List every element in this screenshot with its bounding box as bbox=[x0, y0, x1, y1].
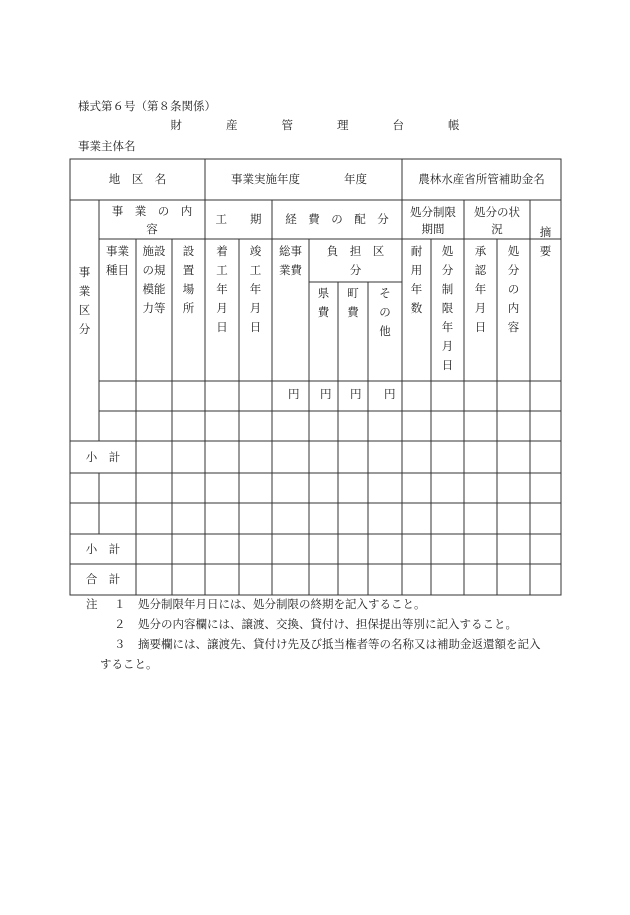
note-text: 処分の内容欄には、譲渡、交換、貸付け、担保提出等別に記入すること。 bbox=[138, 617, 518, 631]
subsidy-name-header: 農林水産省所管補助金名 bbox=[418, 172, 545, 186]
project-type-header bbox=[99, 246, 136, 284]
header-text: 制 bbox=[441, 282, 454, 296]
header-text: 月 bbox=[216, 301, 228, 315]
subtotal-label: 小 計 bbox=[85, 450, 121, 464]
disposal-limit-header: 処分制限 bbox=[410, 205, 456, 219]
header-text: 月 bbox=[474, 301, 487, 315]
header-text: 限 bbox=[441, 301, 454, 315]
burden-header-2: 分 bbox=[349, 263, 362, 277]
disposal-status-header-2: 況 bbox=[491, 222, 503, 236]
header-text: 容 bbox=[507, 320, 520, 334]
disposal-content-header bbox=[497, 246, 530, 341]
header-text: 施設 bbox=[142, 244, 166, 258]
burden-header: 負 担 区 bbox=[326, 244, 385, 258]
header-text: 置 bbox=[182, 263, 195, 277]
note-number: ２ bbox=[114, 617, 126, 631]
header-text: 分 bbox=[441, 263, 454, 277]
period-header: 工 期 bbox=[215, 212, 262, 226]
approval-date-header bbox=[464, 246, 497, 341]
remarks-char: 摘 bbox=[539, 225, 552, 239]
yen-mark: 円 bbox=[384, 387, 396, 401]
service-years-header bbox=[402, 246, 431, 322]
start-date-header bbox=[205, 246, 239, 341]
header-text: 年 bbox=[249, 282, 262, 296]
header-text: 模能 bbox=[142, 282, 166, 296]
header-text: 力等 bbox=[142, 301, 166, 315]
header-text: 工 bbox=[249, 263, 262, 277]
yen-mark: 円 bbox=[288, 387, 300, 401]
yen-mark: 円 bbox=[350, 387, 362, 401]
remarks-char: 要 bbox=[539, 244, 552, 258]
header-text: 種目 bbox=[106, 263, 129, 277]
title-char: 産 bbox=[226, 118, 238, 132]
header-text: 県 bbox=[317, 286, 330, 300]
header-text: 年 bbox=[410, 282, 423, 296]
project-category-char: 区 bbox=[78, 303, 91, 317]
header-text: の bbox=[507, 282, 520, 296]
header-text: 日 bbox=[474, 320, 487, 334]
town-header bbox=[338, 288, 368, 326]
note-number: １ bbox=[114, 597, 126, 611]
title-char: 理 bbox=[337, 118, 349, 132]
header-text: 処 bbox=[441, 244, 454, 258]
header-text: 承 bbox=[474, 244, 487, 258]
fiscal-year-header: 事業実施年度 bbox=[231, 172, 300, 186]
project-category-char: 分 bbox=[78, 322, 91, 336]
project-category-header bbox=[70, 267, 99, 343]
header-text: の bbox=[379, 305, 391, 319]
form-label: 様式第６号（第８条関係） bbox=[78, 99, 216, 113]
title-char: 台 bbox=[392, 118, 404, 132]
header-text: 日 bbox=[216, 320, 228, 334]
project-content-header: 事 業 の 内 bbox=[111, 204, 193, 218]
header-text: 日 bbox=[441, 358, 454, 372]
header-text: 年 bbox=[441, 320, 454, 334]
disposal-status-header: 処分の状 bbox=[474, 205, 520, 219]
remarks-header bbox=[530, 227, 561, 265]
note-number: ３ bbox=[114, 637, 126, 651]
header-text: 数 bbox=[410, 301, 423, 315]
header-text: 町 bbox=[347, 286, 359, 300]
header-text: 年 bbox=[216, 282, 228, 296]
district-header: 地 区 名 bbox=[108, 172, 167, 186]
prefecture-header bbox=[309, 288, 338, 326]
title-char: 管 bbox=[281, 118, 293, 132]
header-text: 月 bbox=[249, 301, 262, 315]
header-text: 着 bbox=[216, 244, 228, 258]
facility-scale-header bbox=[136, 246, 172, 322]
end-date-header bbox=[239, 246, 272, 341]
other-header bbox=[368, 288, 402, 345]
header-text: 費 bbox=[317, 305, 330, 319]
grand-total-label: 合 計 bbox=[85, 572, 121, 586]
header-text: の規 bbox=[142, 263, 166, 277]
disposal-limit-header-2: 期間 bbox=[421, 222, 445, 236]
header-text: 認 bbox=[474, 263, 487, 277]
title-char: 財 bbox=[170, 118, 182, 132]
header-text: 事業 bbox=[106, 244, 129, 258]
total-cost-header bbox=[272, 246, 309, 284]
yen-mark: 円 bbox=[320, 387, 332, 401]
header-text: 処 bbox=[507, 244, 520, 258]
header-text: 所 bbox=[182, 301, 195, 315]
header-text: 日 bbox=[249, 320, 262, 334]
fiscal-year-suffix: 年度 bbox=[344, 172, 367, 186]
header-text: 工 bbox=[216, 263, 228, 277]
header-text: 分 bbox=[507, 263, 520, 277]
header-text: 総事 bbox=[279, 244, 302, 258]
header-text: 内 bbox=[507, 301, 520, 315]
location-header bbox=[172, 246, 205, 322]
header-text: 年 bbox=[474, 282, 487, 296]
note-text: 処分制限年月日には、処分制限の終期を記入すること。 bbox=[138, 597, 426, 611]
project-category-char: 業 bbox=[78, 284, 91, 298]
header-text: 他 bbox=[379, 324, 391, 338]
title-char: 帳 bbox=[448, 118, 460, 132]
project-content-header-2: 容 bbox=[146, 222, 158, 236]
header-text: 月 bbox=[441, 339, 454, 353]
note-text: すること。 bbox=[100, 657, 158, 671]
header-text: そ bbox=[379, 286, 391, 300]
header-text: 業費 bbox=[279, 263, 302, 277]
header-text: 耐 bbox=[410, 244, 423, 258]
subtotal-label: 小 計 bbox=[85, 542, 121, 556]
cost-allocation-header: 経 費 の 配 分 bbox=[285, 212, 389, 226]
limit-date-header bbox=[431, 246, 464, 379]
header-text: 設 bbox=[182, 244, 195, 258]
note-text: 摘要欄には、譲渡先、貸付け先及び抵当権者等の名称又は補助金返還額を記入 bbox=[138, 637, 541, 651]
notes-lead: 注 bbox=[86, 597, 98, 611]
header-text: 竣 bbox=[249, 244, 262, 258]
owner-label: 事業主体名 bbox=[78, 139, 136, 153]
project-category-char: 事 bbox=[78, 265, 91, 279]
header-text: 費 bbox=[347, 305, 359, 319]
header-text: 用 bbox=[410, 263, 423, 277]
header-text: 場 bbox=[182, 282, 195, 296]
